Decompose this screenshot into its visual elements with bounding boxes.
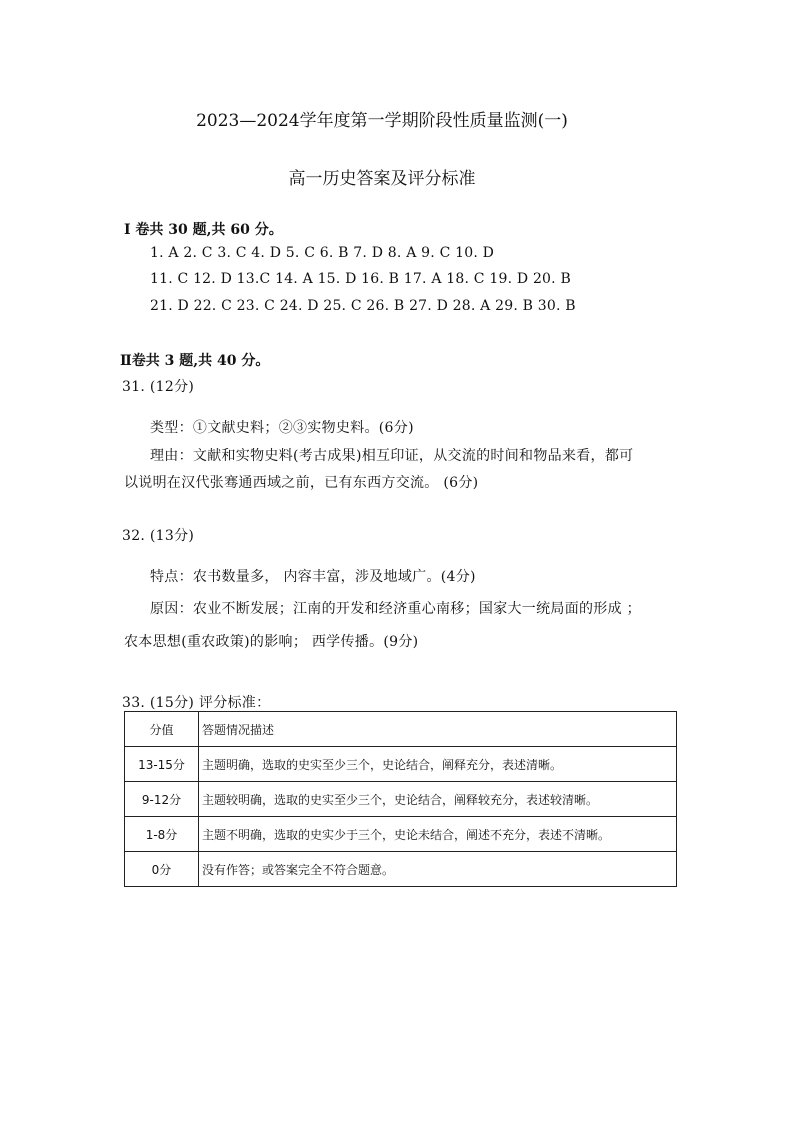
table-row (125, 747, 677, 782)
table-row (125, 852, 677, 887)
score-description-cell: 主题不明确，选取的史实少于三个，史论未结合，阐述不充分，表述不清晰。 (199, 817, 677, 852)
part1-heading: Ⅰ 卷共 30 题,共 60 分。 (124, 222, 283, 238)
score-range-cell: 0分 (125, 852, 199, 887)
score-description-cell: 主题明确，选取的史实至少三个，史论结合，阐释充分，表述清晰。 (199, 747, 677, 782)
q31-label: 31. (12分) (122, 379, 195, 395)
q32-label: 32. (13分) (122, 528, 195, 544)
table-header-row (125, 712, 677, 747)
score-range-cell: 9-12分 (125, 782, 199, 817)
page-title: 2023—2024学年度第一学期阶段性质量监测(一) (196, 111, 568, 131)
answer-row-1: 1. A 2. C 3. C 4. D 5. C 6. B 7. D 8. A 9. C 10. D (150, 245, 495, 261)
page-subtitle: 高一历史答案及评分标准 (288, 169, 476, 189)
table-row (125, 817, 677, 852)
part2-heading: Ⅱ卷共 3 题,共 40 分。 (120, 353, 270, 369)
q32-cause-line-2: 农本思想(重农政策)的影响； 西学传播。(9分) (124, 634, 419, 650)
table-row (125, 782, 677, 817)
score-description-cell: 没有作答；或答案完全不符合题意。 (199, 852, 677, 887)
q31-reason-line-1: 理由：文献和实物史料(考古成果)相互印证，从交流的时间和物品来看，都可 (150, 448, 634, 464)
scoring-table (124, 711, 677, 887)
q31-reason-line-2: 以说明在汉代张骞通西域之前，已有东西方交流。 (6分) (124, 475, 479, 491)
answer-row-3: 21. D 22. C 23. C 24. D 25. C 26. B 27. D 28. A 29. B 30. B (150, 298, 576, 314)
q33-label: 33. (15分) 评分标准： (122, 695, 271, 711)
q32-feature-line: 特点：农书数量多， 内容丰富，涉及地域广。(4分) (150, 569, 476, 585)
score-range-cell: 1-8分 (125, 817, 199, 852)
table-header-cell: 分值 (125, 712, 199, 747)
q32-cause-line-1: 原因：农业不断发展；江南的开发和经济重心南移；国家大一统局面的形成 ； (150, 601, 641, 617)
answer-row-2: 11. C 12. D 13.C 14. A 15. D 16. B 17. A 18. C 19. D 20. B (150, 271, 571, 287)
score-description-cell: 主题较明确，选取的史实至少三个，史论结合，阐释较充分，表述较清晰。 (199, 782, 677, 817)
q31-type-line: 类型：①文献史料；②③实物史料。(6分) (150, 420, 414, 436)
table-header-cell: 答题情况描述 (199, 712, 677, 747)
score-range-cell: 13-15分 (125, 747, 199, 782)
